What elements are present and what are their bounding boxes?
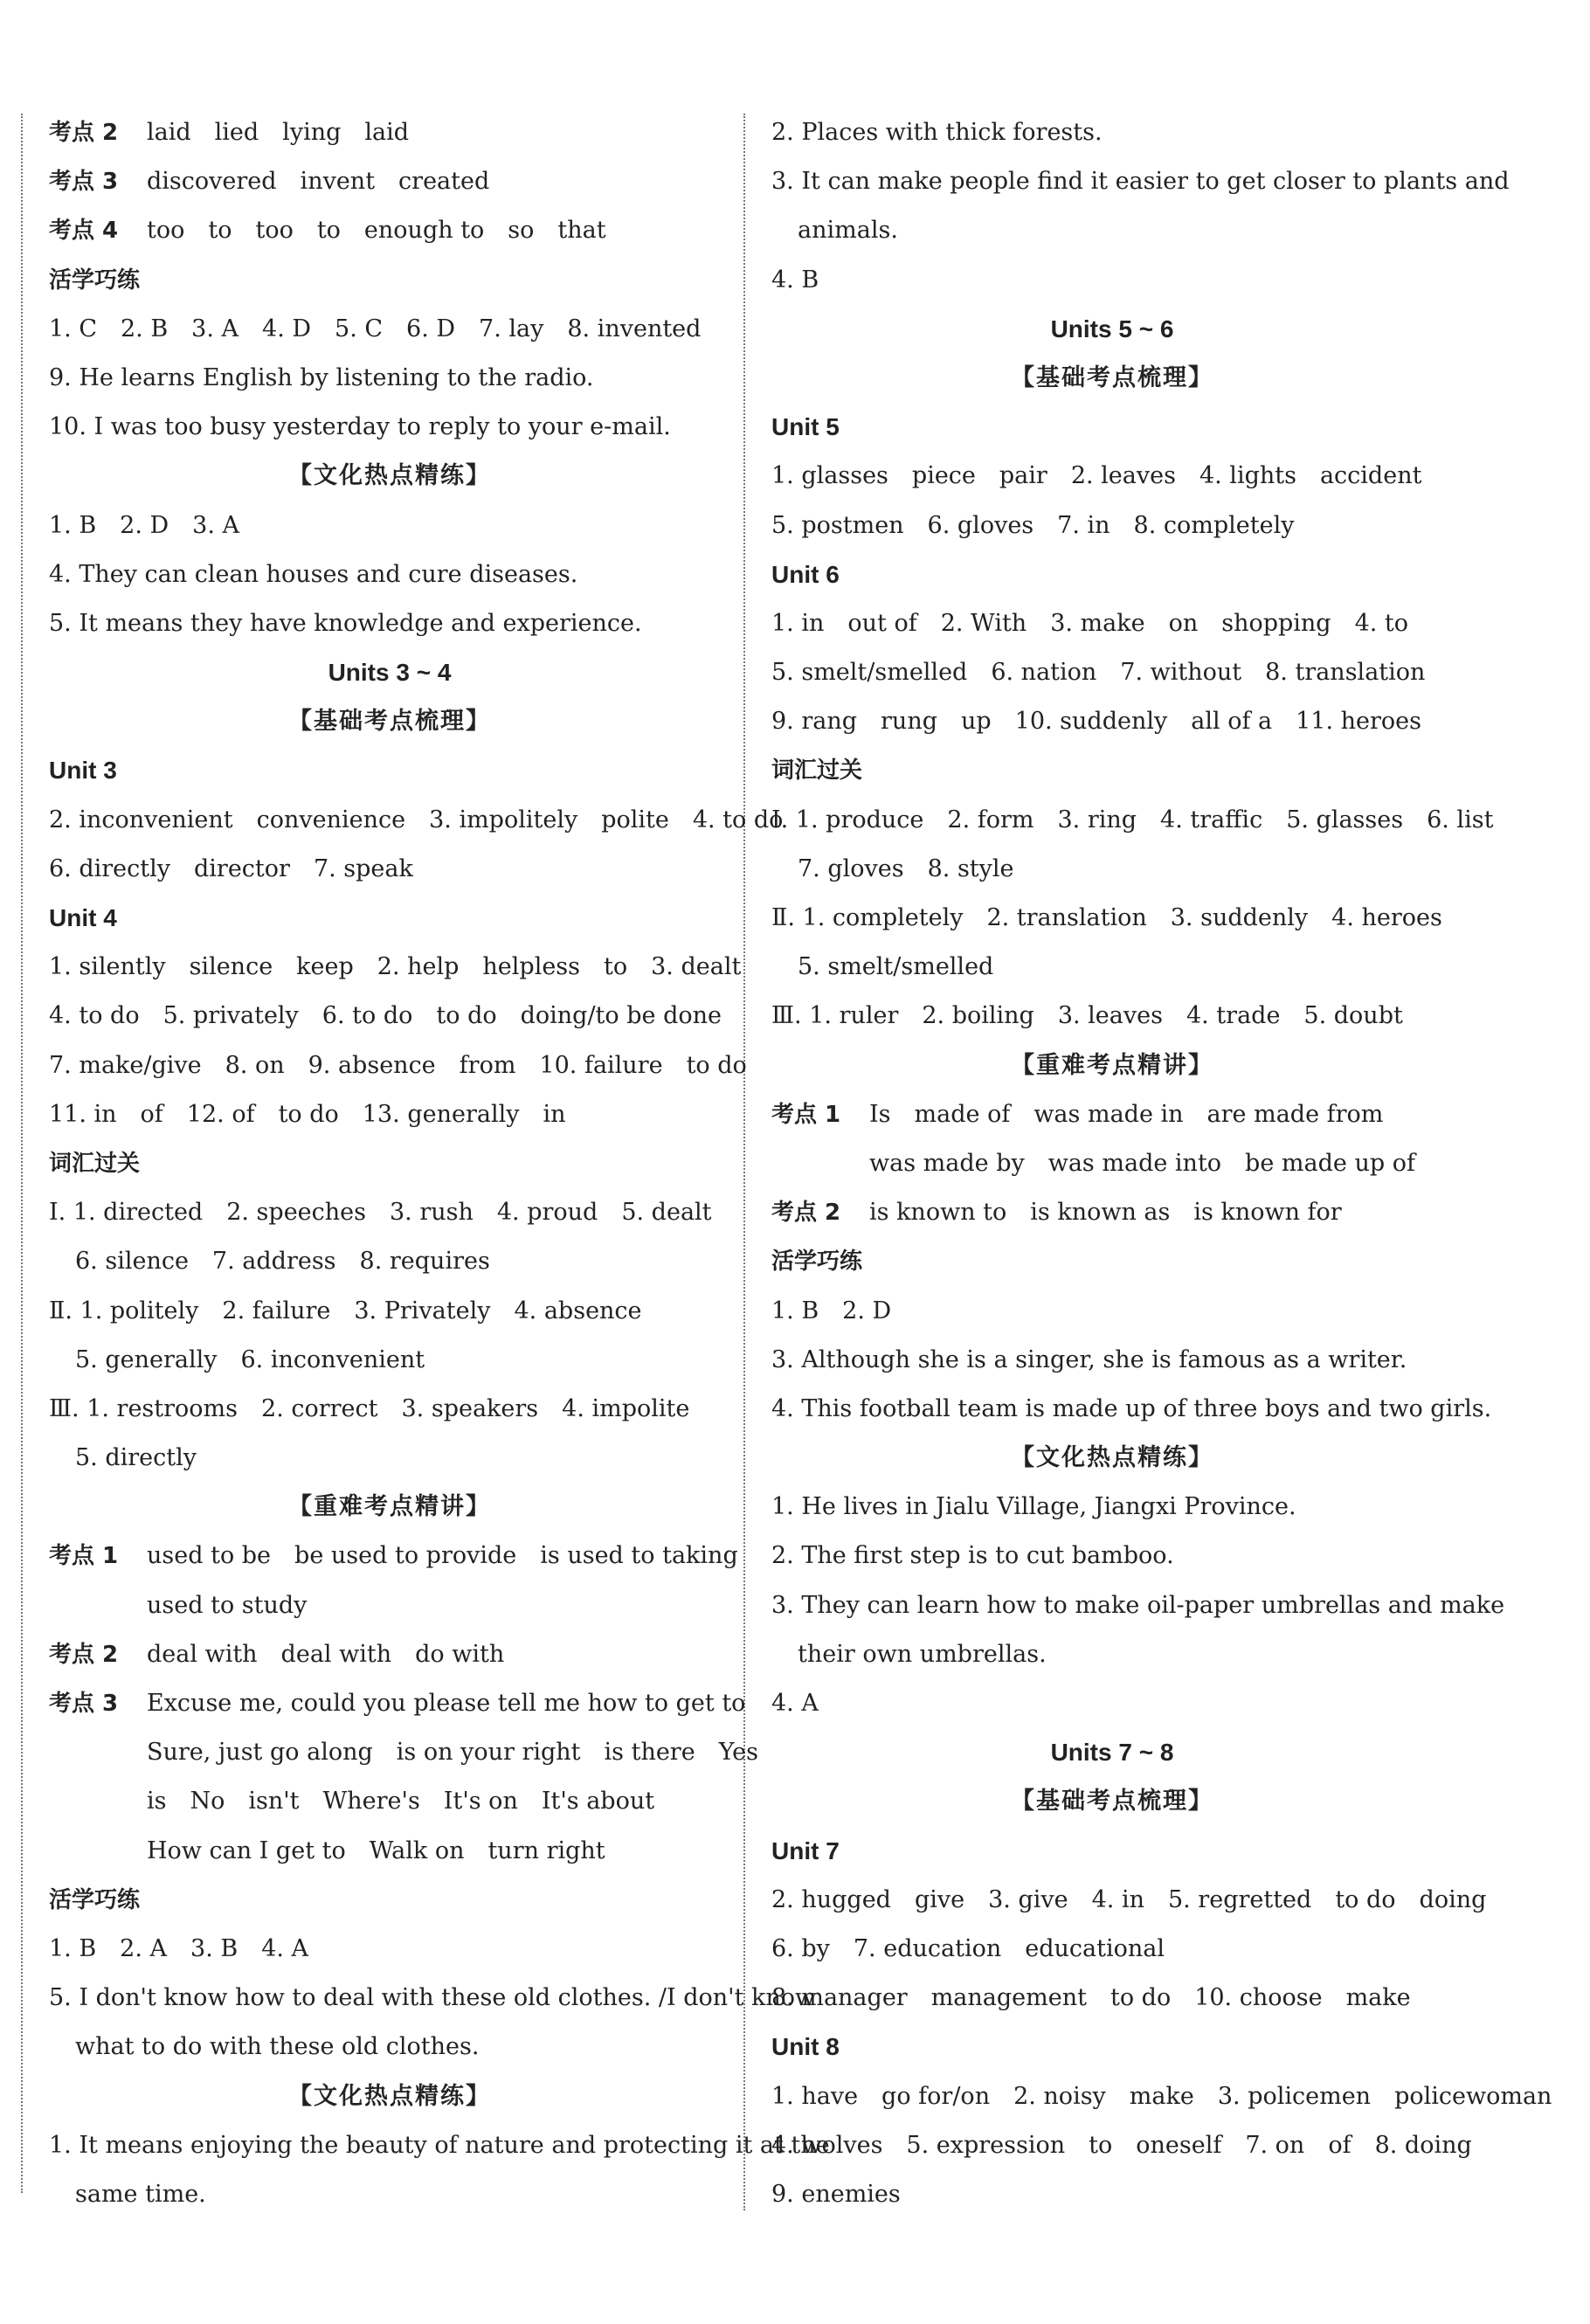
section-heading-text: 【文化热点精练】 <box>288 462 491 490</box>
key-point-answers: too to too to enough to so that <box>147 217 606 245</box>
answer-text: 2. inconvenient convenience 3. impolitely polite 4. to do <box>49 806 784 833</box>
units-title <box>49 648 730 697</box>
answer-text: 3. They can learn how to make oil-paper umbrellas and make <box>771 1591 1505 1619</box>
answer-line <box>771 1679 1453 1728</box>
subsection-label <box>49 1876 730 1925</box>
answer-line <box>49 1974 816 2023</box>
answer-line <box>49 943 742 992</box>
answer-text: How can I get to Walk on turn right <box>147 1836 605 1864</box>
answer-line <box>49 550 730 599</box>
answer-line <box>771 1974 1453 2023</box>
key-point-answers: Excuse me, could you please tell me how to get to <box>147 1690 746 1717</box>
section-heading-text: 【基础考点梳理】 <box>1011 363 1213 391</box>
answer-line <box>49 796 784 845</box>
answer-text: 1. silently silence keep 2. help helpless to 3. dealt <box>49 953 742 981</box>
key-point-continued <box>49 1581 730 1630</box>
section-heading <box>771 1434 1453 1483</box>
unit-label <box>49 746 730 795</box>
units-title-text: Units 5 ~ 6 <box>1050 315 1174 342</box>
answer-text: 1. He lives in Jialu Village, Jiangxi Province. <box>771 1493 1296 1521</box>
units-title <box>771 1728 1453 1777</box>
subsection-label-text: 活学巧练 <box>771 1248 863 1276</box>
answer-text: 6. by 7. education educational <box>771 1934 1165 1962</box>
answer-line-continued <box>49 1237 730 1286</box>
unit-label-text: Unit 6 <box>771 560 840 588</box>
answer-text: 4. They can clean houses and cure diseases. <box>49 560 578 588</box>
answer-text: 10. I was too busy yesterday to reply to your e-mail. <box>49 413 671 441</box>
answer-line <box>771 1385 1492 1434</box>
units-title-text: Units 7 ~ 8 <box>1050 1739 1174 1767</box>
answer-line-continued <box>49 1434 730 1483</box>
key-point-answers: discovered invent created <box>147 168 490 196</box>
answer-text: what to do with these old clothes. <box>75 2033 480 2061</box>
answer-text: 9. He learns English by listening to the radio. <box>49 363 594 391</box>
left-margin-rule <box>21 114 23 2193</box>
answer-text: animals. <box>798 217 898 245</box>
answer-line <box>771 256 1453 305</box>
answer-text: 2. hugged give 3. give 4. in 5. regretted to do doing <box>771 1885 1487 1913</box>
answer-text: 1. glasses piece pair 2. leaves 4. lights accident <box>771 462 1422 490</box>
key-point-line <box>49 157 730 206</box>
section-heading <box>771 1041 1453 1090</box>
key-point-answers: used to be be used to provide is used to taking <box>147 1542 738 1570</box>
answer-line <box>771 697 1453 746</box>
answer-text: 4. A <box>771 1690 819 1717</box>
answer-text: 2. The first step is to cut bamboo. <box>771 1542 1174 1570</box>
subsection-label-text: 活学巧练 <box>49 1886 141 1913</box>
section-heading <box>771 354 1453 403</box>
answer-text: 1. C 2. B 3. A 4. D 5. C 6. D 7. lay 8. invented <box>49 315 702 342</box>
answer-text: 8. manager management to do 10. choose make <box>771 1984 1411 2012</box>
answer-line <box>49 1041 747 1090</box>
answer-text: 3. It can make people find it easier to get closer to plants and <box>771 168 1510 196</box>
answer-line-continued <box>771 845 1453 894</box>
answer-text: Sure, just go along is on your right is there Yes <box>147 1739 759 1767</box>
answer-line <box>771 452 1453 501</box>
key-point-line <box>49 206 730 255</box>
section-heading-text: 【文化热点精练】 <box>1011 1444 1213 1472</box>
unit-label <box>771 1827 1453 1876</box>
key-point-line <box>49 108 730 157</box>
answer-line <box>771 894 1453 943</box>
answer-line <box>49 1287 730 1336</box>
key-point-line <box>49 1532 738 1580</box>
column-divider <box>743 114 745 2210</box>
answer-text: 1. have go for/on 2. noisy make 3. policemen policewoman <box>771 2082 1552 2110</box>
answer-text: 6. directly director 7. speak <box>49 854 413 882</box>
answer-line <box>771 1483 1453 1532</box>
answer-text: 7. gloves 8. style <box>798 854 1014 882</box>
answer-line <box>771 2121 1472 2170</box>
section-heading <box>49 1483 730 1532</box>
key-point-line <box>49 1630 730 1679</box>
subsection-label <box>771 1237 1453 1286</box>
answer-line <box>49 1090 730 1139</box>
key-point-label: 考点 4 <box>49 218 119 245</box>
answer-text: 4. to do 5. privately 6. to do to do doing/to be done <box>49 1002 722 1030</box>
answer-text: Ⅰ. 1. produce 2. form 3. ring 4. traffic 5. glasses 6. list <box>771 806 1494 833</box>
answer-line <box>49 1385 730 1434</box>
answer-text: 4. This football team is made up of three boys and two girls. <box>771 1394 1492 1422</box>
key-point-answers: laid lied lying laid <box>147 119 410 146</box>
answer-text: 5. directly <box>75 1444 197 1472</box>
answer-text: 5. postmen 6. gloves 7. in 8. completely <box>771 511 1295 539</box>
answer-text: is No isn't Where's It's on It's about <box>147 1788 655 1816</box>
answer-text: Ⅱ. 1. politely 2. failure 3. Privately 4. absence <box>49 1297 642 1325</box>
right-column <box>771 108 1552 2219</box>
answer-text: 4. wolves 5. expression to oneself 7. on of 8. doing <box>771 2131 1472 2159</box>
answer-line <box>771 648 1453 697</box>
key-point-answers: Is made of was made in are made from <box>869 1100 1384 1128</box>
answer-line <box>49 2121 830 2170</box>
answer-line-continued <box>49 2170 730 2219</box>
subsection-label <box>49 256 730 305</box>
key-point-continued <box>49 1728 759 1777</box>
section-heading <box>771 1777 1453 1826</box>
answer-line <box>49 1925 730 1974</box>
answer-text: 1. B 2. D <box>771 1297 892 1325</box>
unit-label <box>771 550 1453 599</box>
unit-label-text: Unit 8 <box>771 2033 840 2061</box>
answer-line <box>49 354 730 403</box>
answer-line <box>771 1876 1487 1925</box>
answer-line <box>49 992 730 1041</box>
answer-text: 1. in out of 2. With 3. make on shopping 4. to <box>771 609 1409 637</box>
answer-text: 9. rang rung up 10. suddenly all of a 11. heroes <box>771 708 1422 736</box>
answer-text: 5. It means they have knowledge and experience. <box>49 609 642 637</box>
unit-label <box>49 894 730 943</box>
key-point-continued <box>49 1777 730 1826</box>
key-point-label: 考点 1 <box>771 1101 841 1128</box>
answer-line <box>771 599 1453 648</box>
answer-text: same time. <box>75 2180 206 2208</box>
answer-text: 5. I don't know how to deal with these old clothes. /I don't know <box>49 1984 816 2012</box>
answer-line-continued <box>771 206 1453 255</box>
section-heading-text: 【基础考点梳理】 <box>288 708 491 736</box>
section-heading <box>49 697 730 746</box>
answer-line <box>771 1532 1453 1580</box>
answer-text: 1. B 2. D 3. A <box>49 511 240 539</box>
unit-label <box>771 403 1453 452</box>
unit-label-text: Unit 7 <box>771 1836 840 1864</box>
answer-text: 3. Although she is a singer, she is famous as a writer. <box>771 1345 1407 1373</box>
answer-text: Ⅲ. 1. ruler 2. boiling 3. leaves 4. trade 5. doubt <box>771 1002 1403 1030</box>
answer-text: their own umbrellas. <box>798 1640 1047 1668</box>
answer-text: 2. Places with thick forests. <box>771 119 1103 146</box>
unit-label-text: Unit 5 <box>771 413 840 441</box>
subsection-label-text: 活学巧练 <box>49 266 141 294</box>
key-point-label: 考点 3 <box>49 1691 119 1717</box>
answer-text: 6. silence 7. address 8. requires <box>75 1248 490 1276</box>
answer-line <box>49 599 730 648</box>
answer-line <box>771 1581 1505 1630</box>
answer-text: Ⅱ. 1. completely 2. translation 3. suddenly 4. heroes <box>771 904 1442 931</box>
answer-line <box>771 501 1453 550</box>
section-heading-text: 【重难考点精讲】 <box>288 1493 491 1521</box>
answer-text: 5. smelt/smelled 6. nation 7. without 8. translation <box>771 659 1426 687</box>
section-heading-text: 【重难考点精讲】 <box>1011 1051 1213 1079</box>
answer-line <box>771 1925 1453 1974</box>
answer-text: 11. in of 12. of to do 13. generally in <box>49 1100 566 1128</box>
subsection-label-text: 词汇过关 <box>49 1150 141 1177</box>
answer-text: used to study <box>147 1591 308 1619</box>
answer-text: 1. B 2. A 3. B 4. A <box>49 1934 309 1962</box>
section-heading-text: 【基础考点梳理】 <box>1011 1788 1213 1816</box>
section-heading <box>49 452 730 501</box>
section-heading-text: 【文化热点精练】 <box>288 2082 491 2110</box>
answer-text: Ⅲ. 1. restrooms 2. correct 3. speakers 4. impolite <box>49 1394 690 1422</box>
answer-text: 1. It means enjoying the beauty of nature and protecting it at the <box>49 2131 830 2159</box>
key-point-label: 考点 2 <box>49 120 119 146</box>
section-heading <box>49 2072 730 2121</box>
answer-text: 5. smelt/smelled <box>798 953 994 981</box>
answer-line <box>771 108 1453 157</box>
answer-line <box>771 796 1494 845</box>
unit-label-text: Unit 3 <box>49 757 117 785</box>
key-point-line <box>771 1090 1453 1139</box>
unit-label-text: Unit 4 <box>49 904 117 931</box>
unit-label <box>771 2023 1453 2072</box>
key-point-answers: deal with deal with do with <box>147 1640 505 1668</box>
answer-line-continued <box>49 2023 730 2072</box>
subsection-label <box>49 1139 730 1188</box>
answer-line-continued <box>771 943 1453 992</box>
answer-text: 5. generally 6. inconvenient <box>75 1345 425 1373</box>
answer-line <box>771 2072 1552 2121</box>
answer-line <box>49 305 730 354</box>
key-point-line <box>49 1679 746 1728</box>
key-point-label: 考点 3 <box>49 169 119 196</box>
answer-line <box>49 501 730 550</box>
answer-line <box>771 1336 1453 1385</box>
key-point-line <box>771 1188 1453 1237</box>
answer-text: 7. make/give 8. on 9. absence from 10. failure to do <box>49 1051 747 1079</box>
answer-text: 9. enemies <box>771 2180 901 2208</box>
units-title-text: Units 3 ~ 4 <box>328 659 452 687</box>
answer-line <box>49 1188 730 1237</box>
answer-text: Ⅰ. 1. directed 2. speeches 3. rush 4. proud 5. dealt <box>49 1199 712 1227</box>
key-point-label: 考点 2 <box>771 1200 841 1227</box>
answer-line <box>771 1287 1453 1336</box>
key-point-continued <box>771 1139 1453 1188</box>
answer-text: was made by was made into be made up of <box>869 1149 1415 1177</box>
answer-line <box>771 2170 1453 2219</box>
key-point-label: 考点 2 <box>49 1641 119 1668</box>
key-point-answers: is known to is known as is known for <box>869 1199 1342 1227</box>
key-point-continued <box>49 1827 730 1876</box>
answer-line <box>49 845 730 894</box>
answer-line <box>49 403 730 452</box>
units-title <box>771 305 1453 354</box>
subsection-label-text: 词汇过关 <box>771 757 863 785</box>
subsection-label <box>771 746 1453 795</box>
answer-text: 4. B <box>771 266 819 294</box>
answer-line-continued <box>49 1336 730 1385</box>
answer-line <box>771 157 1510 206</box>
answer-line-continued <box>771 1630 1453 1679</box>
key-point-label: 考点 1 <box>49 1543 119 1570</box>
answer-line <box>771 992 1453 1041</box>
